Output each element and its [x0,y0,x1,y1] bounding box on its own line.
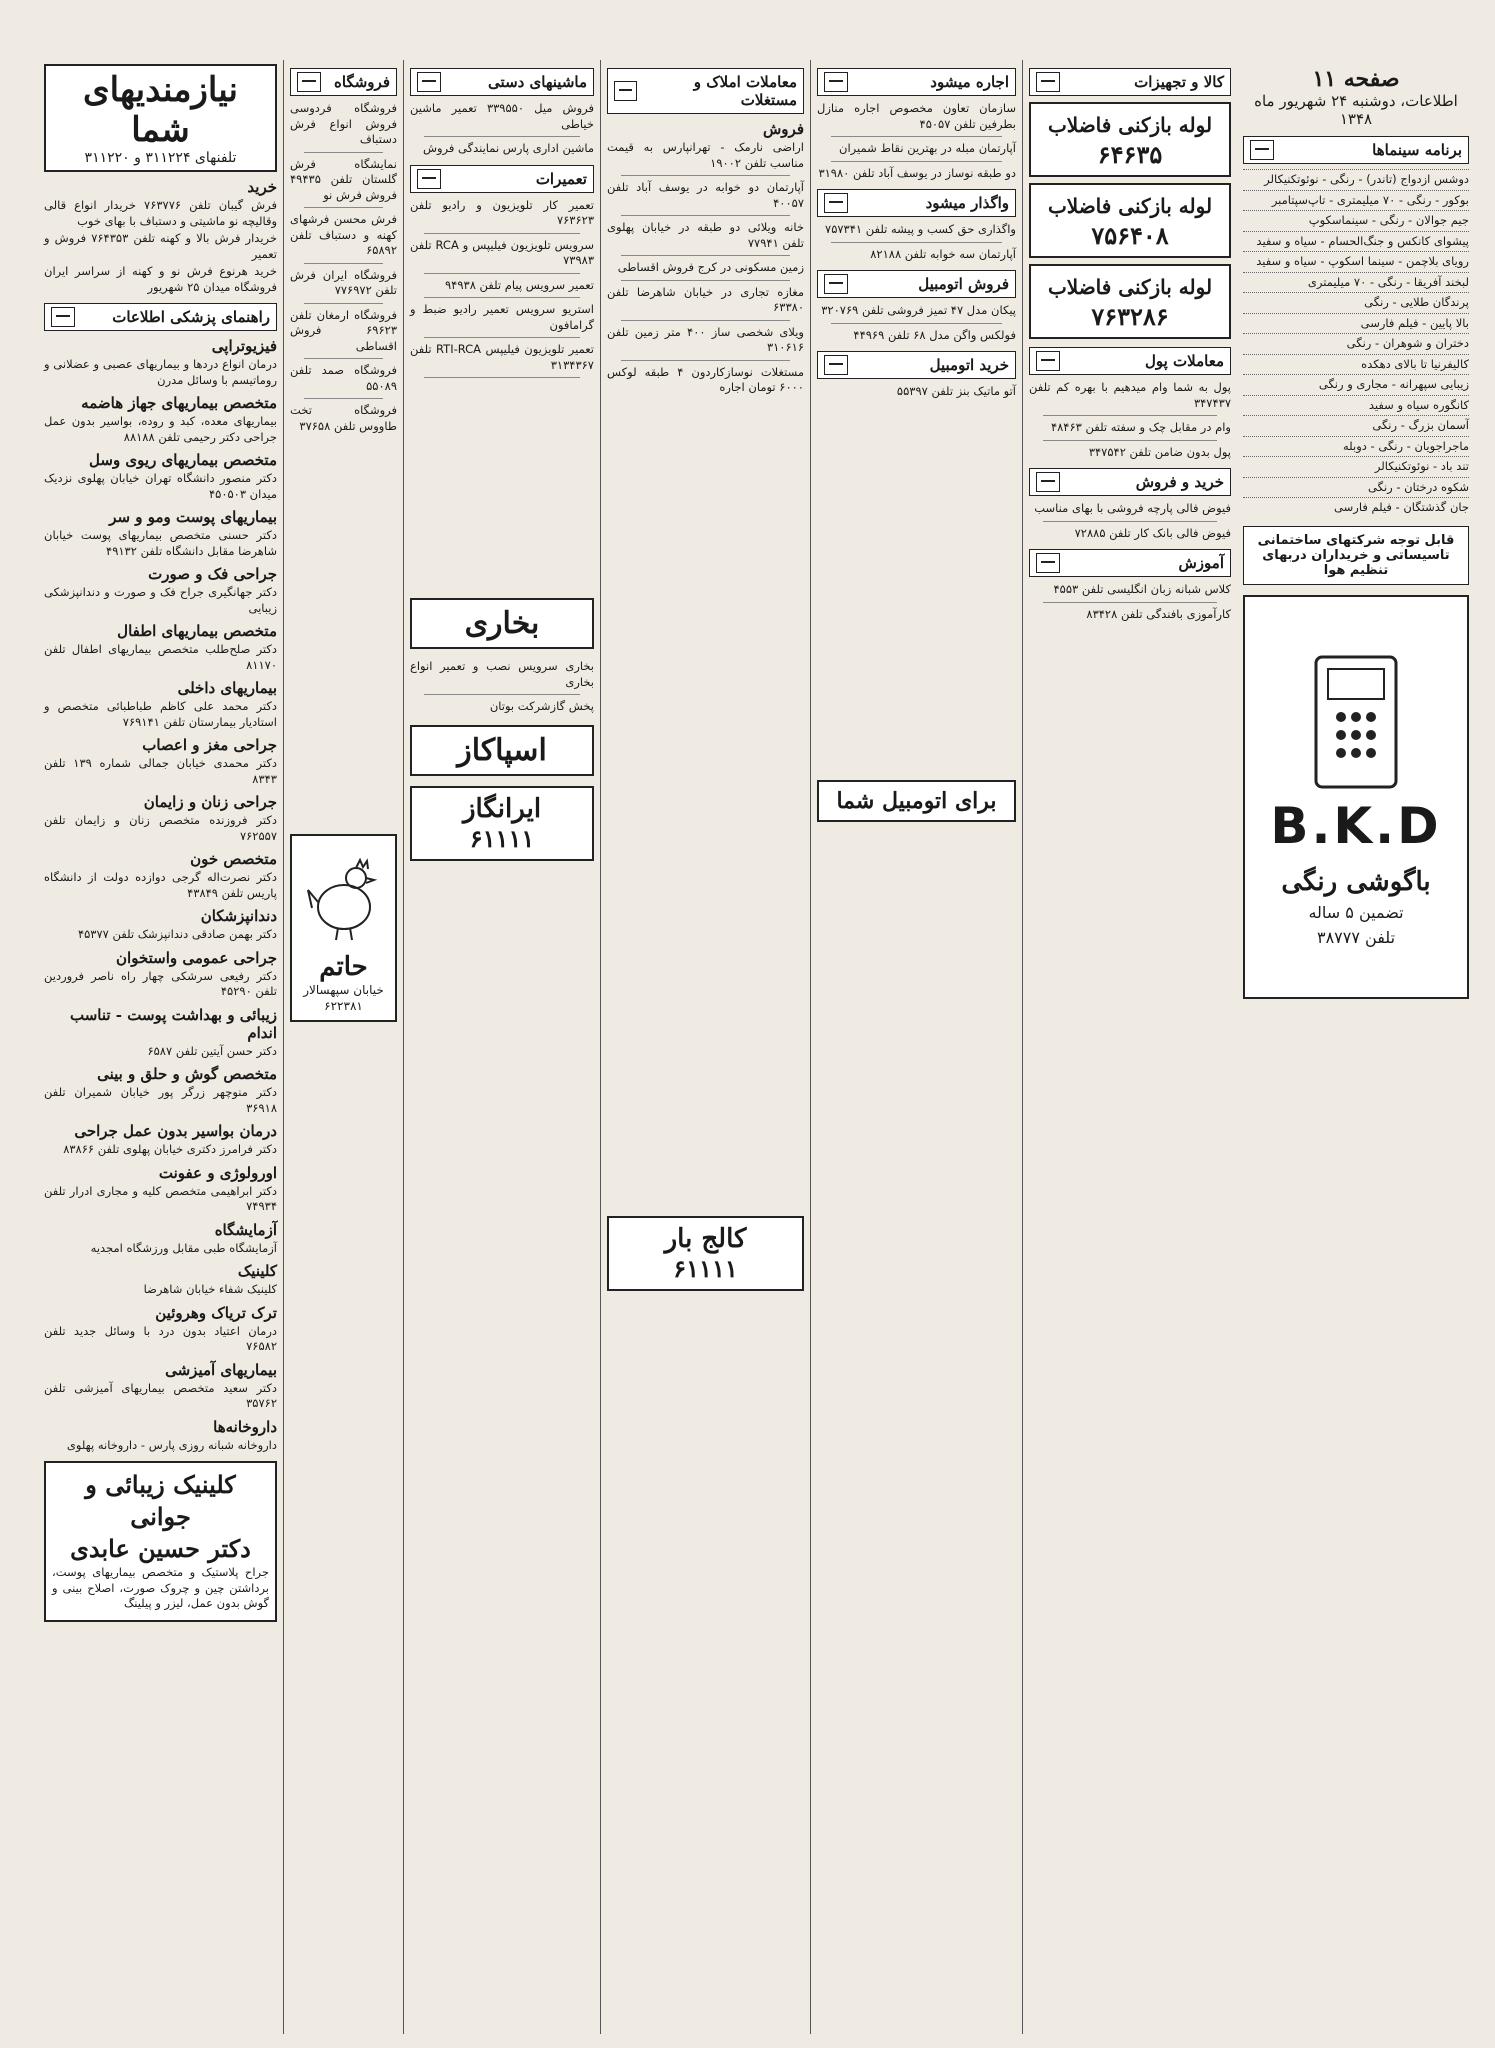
rent-header: اجاره میشود [817,68,1016,96]
irangaz-ad [410,786,594,861]
ad: نمایشگاه فرش گلستان تلفن ۴۹۴۳۵ فروش فرش نو [290,156,397,202]
ad: دو طبقه نوساز در یوسف آباد تلفن ۳۱۹۸۰ [818,165,1016,180]
medical-title: بیماریهای داخلی [177,679,277,697]
medical-text: دکتر محمدی خیابان جمالی شماره ۱۳۹ تلفن ۸۳۴۳ [44,756,277,786]
ad: تعمیر تلویزیون فیلیپس RTI-RCA تلفن ۳۱۳۴۳۶۷ [410,342,594,372]
hatam-ad [290,834,397,1022]
medical-title: جراحی فک و صورت [148,565,277,583]
goods-header: کالا و تجهیزات [1029,68,1231,96]
ad: پخش گازشرکت بوتان [489,699,594,713]
medical-title: ترک تریاک وهروئین [155,1303,277,1322]
ad: آپارتمان سه خوابه تلفن ۸۲۱۸۸ [870,246,1016,261]
brand-callout: اسپاکاز [410,725,594,776]
ad: مستغلات نوسازکاردون ۴ طبقه لوکس ۶۰۰۰ تومان اجاره [607,364,804,394]
ad: آپارتمان دو خوابه در یوسف آباد تلفن ۴۰۰۵۷ [607,180,804,210]
film-entry: رویای بلاچمن - سینما اسکوپ - سیاه و سفید [1243,251,1469,270]
ad: ویلای شخصی ساز ۴۰۰ متر زمین تلفن ۳۱۰۶۱۶ [607,324,804,354]
medical-text: آزمایشگاه طبی مقابل ورزشگاه امجدیه [90,1240,277,1255]
medical-text: داروخانه شبانه روزی پارس - داروخانه پهلوی [66,1437,277,1452]
medical-text: دکتر فروزنده متخصص زنان و زایمان تلفن ۷۶۲۵۵۷ [44,813,277,843]
medical-title: متخصص گوش و حلق و بینی [97,1065,277,1083]
medical-title: داروخانه‌ها [213,1417,277,1436]
ad: فرش محسن فرشهای کهنه و دستباف تلفن ۶۵۸۹۲ [290,212,397,257]
car-icon [824,274,848,294]
column-services [1022,60,1237,2034]
cart-icon [1036,472,1060,492]
column-classifieds-medical [38,60,283,2034]
medical-list [44,337,277,1453]
shops-header: فروشگاه [290,68,397,96]
drain-title: لوله بازکنی فاضلاب [1047,113,1213,137]
ad: کارآموزی بافندگی تلفن ۸۳۴۲۸ [1086,606,1231,621]
column-carpets [283,60,403,2034]
medical-text: دکتر حسن آیتین تلفن ۶۵۸۷ [147,1043,277,1058]
for-your-car-callout: برای اتومبیل شما [817,780,1016,822]
college-bar-phone: ۶۱۱۱۱ [673,1253,738,1283]
column-repairs [403,60,600,2034]
medical-title: فیزیوتراپی [211,337,277,355]
bkd-brand: B.K.D [1270,796,1442,855]
banner-phones: تلفنهای ۳۱۱۲۲۴ و ۳۱۱۲۲۰ [84,150,237,166]
film-entry: آسمان بزرگ - رنگی [1243,415,1469,434]
film-entry: لبخند آفریقا - رنگی - ۷۰ میلیمتری [1243,272,1469,291]
medical-text: درمان انواع دردها و بیماریهای عصبی و عضلانی و روماتیسم با وسائل مدرن [44,357,277,387]
college-bar-title: کالج بار [664,1223,747,1254]
ad: آپارتمان مبله در بهترین نقاط شمیران [839,141,1016,155]
ad: تعمیر کار تلویزیون و رادیو تلفن ۷۶۳۶۲۳ [410,197,594,227]
education-header: آموزش [1029,549,1231,577]
clinic-doctor: دکتر حسین عابدی [70,1534,251,1563]
ad: فروشگاه ارمغان تلفن ۶۹۶۲۳ فروش اقساطی [290,307,397,353]
shop-icon [297,72,321,92]
clinic-title: کلینیک زیبائی و جوانی [85,1470,236,1531]
page-number: صفحه ۱۱ [1312,66,1400,92]
car-sale-header: فروش اتومبیل [817,270,1016,298]
medical-title: جراحی زنان و زایمان [143,793,277,811]
medical-title: بیماریهای آمیزشی [165,1360,277,1379]
ad: سازمان تعاون مخصوص اجاره منازل بطرفین تلفن ۴۵۰۵۷ [817,101,1016,131]
pharmacy-icon [51,307,75,327]
college-bar-ad [607,1216,804,1291]
drain-title: لوله بازکنی فاضلاب [1047,194,1213,218]
medical-title: متخصص بیماریهای جهاز هاضمه [81,394,277,412]
ad: خانه ویلائی دو طبقه در خیابان پهلوی تلفن ۷۷۹۴۱ [607,220,804,250]
repairs-header: تعمیرات [410,165,594,193]
medical-title: آزمایشگاه [214,1220,277,1239]
book-icon [1036,553,1060,573]
medical-text: دکتر صلح‌طلب متخصص بیماریهای اطفال تلفن ۸۱۱۷۰ [44,642,277,672]
ad: فیوض فالی بانک کار تلفن ۷۲۸۸۵ [1074,525,1231,540]
ad: سرویس تلویزیون فیلیپس و RCA تلفن ۷۳۹۸۳ [410,237,594,267]
rooster-icon [304,852,384,942]
film-entry: بوکور - رنگی - ۷۰ میلیمتری - تاپ‌سپتامبر [1243,190,1469,209]
bkd-tagline: باگوشی رنگی [1281,866,1431,897]
badge-text: حاتم [319,952,368,982]
medical-title: متخصص خون [190,850,277,868]
medical-text: دکتر فرامرز دکتری خیابان پهلوی تلفن ۸۳۸۶۶ [63,1142,277,1156]
film-entry: کانگوره سیاه و سفید [1243,395,1469,414]
film-entry: بالا پایین - فیلم فارسی [1243,313,1469,332]
drain-ad [1029,183,1231,258]
medical-title: اورولوژی و عفونت [158,1163,277,1182]
ad: پول بدون ضامن تلفن ۳۴۷۵۴۲ [1088,444,1231,459]
ad: تعمیر سرویس پیام تلفن ۹۴۹۳۸ [445,277,594,292]
ad: مغازه تجاری در خیابان شاهرضا تلفن ۶۳۳۸۰ [607,284,804,314]
coin-icon [1036,351,1060,371]
film-reel-icon [1250,140,1274,160]
section-buy: خرید [247,178,277,196]
medical-text: بیماریهای معده، کبد و روده، بواسیر بدون عمل جراحی دکتر رحیمی تلفن ۸۸۱۸۸ [44,414,277,444]
handshake-icon [824,193,848,213]
medical-text: دکتر بهمن صادقی دندانپزشک تلفن ۴۵۳۷۷ [77,927,277,941]
medical-text: دکتر جهانگیری جراح فک و صورت و دندانپزشکی زیبایی [44,585,277,615]
wrench-icon [417,169,441,189]
column-real-estate [600,60,810,2034]
film-entry: دوشس ازدواج (تاندر) - رنگی - نوئوتکنیکالر [1243,169,1469,188]
ad: پول به شما وام میدهیم با بهره کم تلفن ۳۴۷۴۳۷ [1029,380,1231,410]
medical-title: جراحی عمومی واستخوان [116,948,277,967]
car-icon [824,355,848,375]
medical-text: دکتر رفیعی سرشکی چهار راه ناصر فروردین تلفن ۴۵۲۹۰ [44,968,277,998]
drain-ad [1029,264,1231,339]
ad: فرش گیبان تلفن ۷۶۳۷۷۶ خریدار انواع قالی وقالیچه نو ماشیتی و دستباف با بهای خوب [44,198,277,228]
film-entry: جیم جوالان - رنگی - سینماسکوپ [1243,210,1469,229]
money-header: معاملات پول [1029,347,1231,375]
ad: وام در مقابل چک و سفته تلفن ۴۸۴۶۳ [1050,420,1231,434]
film-entry: زیبایی سپهرانه - مجاری و رنگی [1243,374,1469,393]
bkd-ad [1243,595,1469,999]
medical-text: دکتر نصرت‌اله گرجی دوازده دولت از دانشگاه پاریس تلفن ۴۳۸۴۹ [44,870,277,900]
ad: زمین مسکونی در کرج فروش اقساطی [617,260,804,274]
ad: فولکس واگن مدل ۶۸ تلفن ۴۴۹۶۹ [853,327,1016,342]
medical-text: دکتر منوچهر زرگر پور خیابان شمیران تلفن ۳۶۹۱۸ [44,1085,277,1115]
medical-text: دکتر محمد علی کاظم طباطبائی متخصص و استادیار بیمارستان تلفن ۷۶۹۱۴۱ [44,699,277,729]
medical-text: دکتر ابراهیمی متخصص کلیه و مجاری ادرار تلفن ۷۴۹۳۴ [44,1183,277,1213]
badge-caption: خیابان سپهسالار ۶۲۲۳۸۱ [303,983,384,1013]
medical-title: جراحی مغز و اعصاب [142,736,277,754]
banner-title: نیازمندیهای شما [83,70,238,150]
ad: فروشگاه فردوسی فروش انواع فرش دستباف [290,101,397,146]
drain-title: لوله بازکنی فاضلاب [1047,275,1213,299]
ad: فیوض فالی پارچه فروشی با بهای مناسب [1034,501,1231,515]
brand-name: ایرانگاز [462,793,542,824]
car-buy-header: خرید اتومبیل [817,351,1016,379]
film-entry: شکوه درختان - رنگی [1243,477,1469,496]
brand-phone: ۶۱۱۱۱ [469,823,535,853]
sewing-icon [417,72,441,92]
medical-title: درمان بواسیر بدون عمل جراحی [74,1122,277,1140]
film-entry: پرندگان طلایی - رنگی [1243,292,1469,311]
film-entry: کالیفرنیا تا بالای دهکده [1243,354,1469,373]
key-icon [824,72,848,92]
medical-title: دندانپزشکان [200,907,277,925]
medical-title: متخصص بیماریهای ریوی وسل [89,451,277,469]
medical-guide-header: راهنمای پزشکی اطلاعات [44,303,277,331]
section-sale: فروش [762,120,804,138]
building-notice: قابل توجه شرکتهای ساختمانی تاسیساتی و خریداران دربهای تنظیم هوا [1243,526,1469,585]
medical-title: زیبائی و بهداشت پوست - تناسب اندام [70,1005,277,1042]
real-estate-header: معاملات املاک و مستغلات [607,68,804,114]
trade-header: خرید و فروش [1029,468,1231,496]
column-cinema [1237,60,1475,2034]
bkd-guarantee: تضمین ۵ ساله [1308,902,1404,922]
clinic-text: جراح پلاستیک و متخصص بیماریهای پوست، برداشتن چین و چروک صورت، اصلاح بینی و گوش بدون عمل، لیزر و پیلینگ [52,1565,269,1610]
pipe-icon [1036,72,1060,92]
drain-phone: ۷۶۳۲۸۶ [1091,302,1169,331]
ad: خرید هرنوع فرش نو و کهنه از سراسر ایران فروشگاه میدان ۲۵ شهریور [44,264,277,294]
ad: استریو سرویس تعمیر رادیو ضبط و گرامافون [410,302,594,332]
cinema-list [1243,169,1469,516]
medical-text: درمان اعتیاد بدون درد با وسائل جدید تلفن ۷۶۵۸۲ [44,1323,277,1353]
medical-text: دکتر سعید متخصص بیماریهای آمیزشی تلفن ۳۵۷۶۲ [44,1380,277,1410]
medical-text: دکتر منصور دانشگاه تهران خیابان پهلوی نزدیک میدان ۴۵۰۵۰۳ [44,471,277,501]
drain-phone: ۶۴۶۳۵ [1097,140,1163,169]
medical-title: بیماریهای پوست ومو و سر [109,508,277,526]
film-entry: دختران و شوهران - رنگی [1243,333,1469,352]
ad: بخاری سرویس نصب و تعمیر انواع بخاری [410,659,594,689]
film-entry: تند باد - نوئوتکنیکالر [1243,456,1469,475]
film-entry: جان گذشتگان - فیلم فارسی [1243,497,1469,516]
ad: اراضی نارمک - تهرانپارس به قیمت مناسب تلفن ۱۹۰۰۲ [607,140,804,170]
ad: پیکان مدل ۴۷ تمیز فروشی تلفن ۳۲۰۷۶۹ [821,303,1016,317]
medical-title: کلینیک [237,1262,277,1280]
clinic-ad [44,1461,277,1622]
page-date: اطلاعات، دوشنبه ۲۴ شهریور ماه ۱۳۴۸ [1254,92,1458,128]
ad: فروشگاه ایران فرش تلفن ۷۷۶۹۷۲ [290,267,397,297]
film-entry: ماجراجویان - رنگی - دوبله [1243,436,1469,455]
medical-text: دکتر حسنی متخصص بیماریهای پوست خیابان شاهرضا مقابل دانشگاه تلفن ۴۹۱۳۲ [44,528,277,558]
ad: آتو ماتیک بنز تلفن ۵۵۳۹۷ [896,384,1016,398]
ad: خریدار فرش بالا و کهنه تلفن ۷۶۴۳۵۳ فروش و تعمیر [44,231,277,261]
drain-ad [1029,102,1231,177]
column-rentals-cars [810,60,1022,2034]
ad: فروشگاه تخت طاووس تلفن ۳۷۶۵۸ [290,403,397,433]
hand-machines-header: ماشینهای دستی [410,68,594,96]
telephone-icon [1296,647,1416,797]
film-entry: پیشوای کانکس و جنگ‌الحسام - سیاه و سفید [1243,231,1469,250]
drain-phone: ۷۵۶۴۰۸ [1091,221,1169,250]
ad: کلاس شبانه زبان انگلیسی تلفن ۴۵۵۳ [1053,582,1231,596]
transfer-header: واگذار میشود [817,189,1016,217]
ad: واگذاری حق کسب و پیشه تلفن ۷۵۷۳۴۱ [825,222,1016,236]
heater-callout: بخاری [410,598,594,649]
bkd-phone: تلفن ۳۸۷۷۷ [1316,927,1396,947]
cinema-header: برنامه سینماها [1243,136,1469,164]
ad: فروش میل ۳۳۹۵۵۰ تعمیر ماشین خیاطی [410,101,594,131]
classifieds-banner [44,64,277,172]
medical-text: کلینیک شفاء خیابان شاهرضا [143,1282,277,1296]
medical-title: متخصص بیماریهای اطفال [117,622,277,640]
ad: فروشگاه صمد تلفن ۵۵۰۸۹ [290,363,397,393]
house-icon [614,81,637,101]
masthead [1243,66,1469,128]
ad: ماشین اداری پارس نمایندگی فروش [422,141,594,155]
